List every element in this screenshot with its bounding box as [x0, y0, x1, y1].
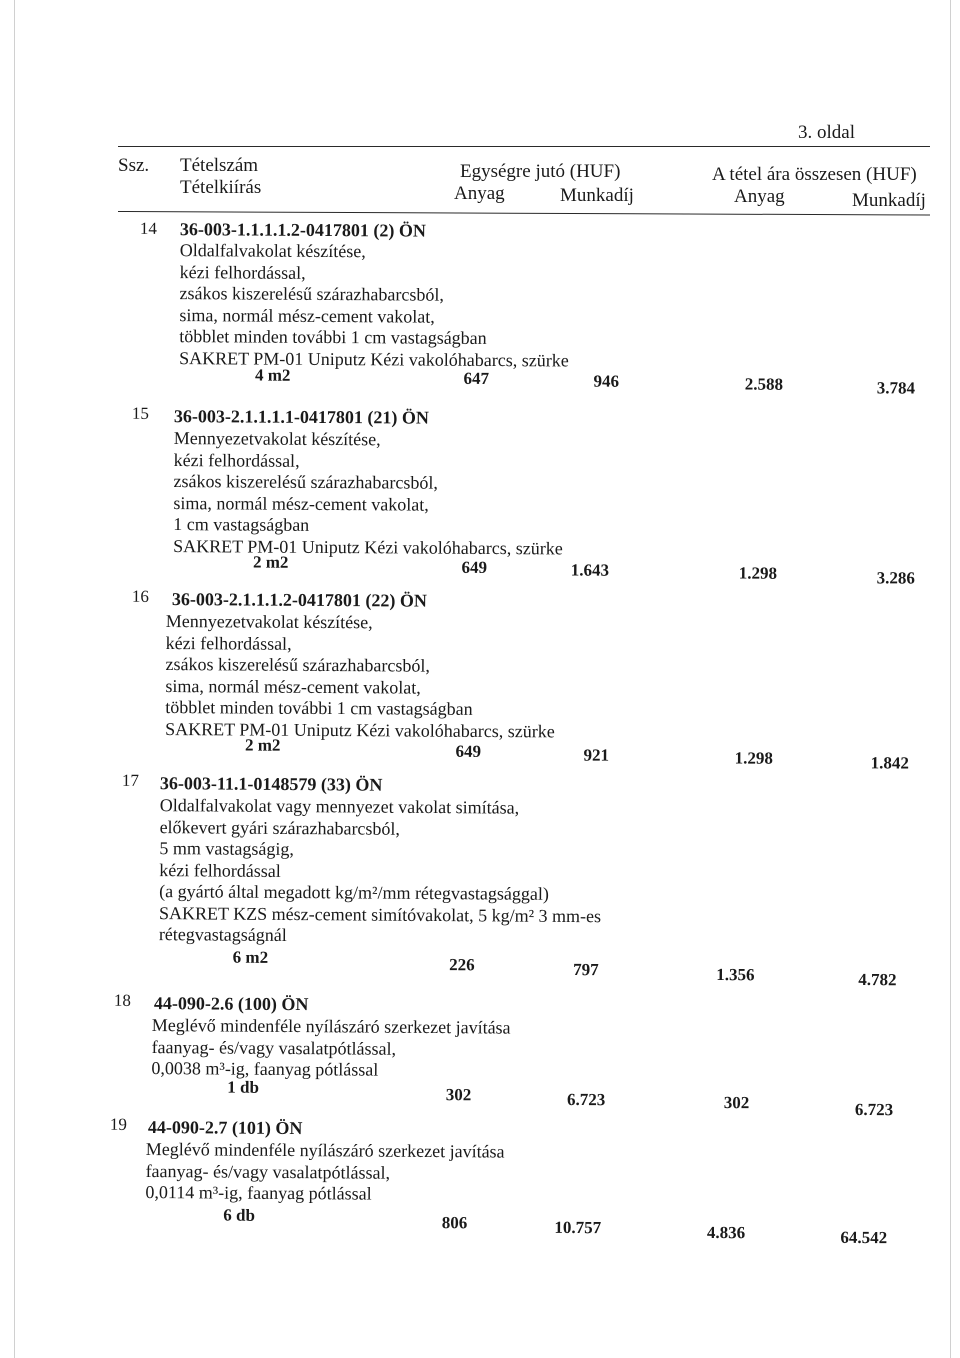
- item-code: 44-090-2.7 (101) ÖN: [147, 1117, 303, 1139]
- description-line: SAKRET PM-01 Uniputz Kézi vakolóhabarcs, szürke: [179, 347, 569, 370]
- header-tetelszam: Tételszám: [180, 155, 259, 176]
- item-description: [159, 795, 602, 949]
- unit-price-anyag: 226: [449, 955, 475, 975]
- item-number: 14: [139, 218, 157, 238]
- description-line: kézi felhordással: [159, 859, 281, 881]
- item-number: 15: [131, 403, 149, 423]
- unit-price-munkadij: 946: [593, 371, 620, 391]
- description-line: SAKRET PM-01 Uniputz Kézi vakolóhabarcs, szürke: [173, 535, 563, 558]
- unit-price-munkadij: 797: [573, 960, 599, 980]
- item-description: [179, 240, 569, 371]
- unit-price-munkadij: 6.723: [566, 1089, 606, 1110]
- item-code: 36-003-11.1-0148579 (33) ÖN: [159, 773, 383, 795]
- description-line: Oldalfalvakolat vagy mennyezet vakolat simítása,: [159, 795, 520, 818]
- header-munkadij-unit: Munkadíj: [560, 185, 634, 206]
- line-item: [0, 218, 960, 398]
- total-anyag: 302: [723, 1093, 750, 1113]
- description-line: 1 cm vastagságban: [173, 514, 310, 535]
- header-bottom-rule: [118, 211, 930, 216]
- description-line: SAKRET KZS mész-cement simítóvakolat, 5 kg/m² 3 mm-es: [158, 902, 602, 926]
- line-item: [0, 990, 960, 1120]
- unit-price-munkadij: 921: [583, 745, 610, 765]
- header-osszesen: A tétel ára összesen (HUF): [712, 164, 917, 185]
- line-item: [0, 586, 960, 773]
- description-line: rétegvastagságnál: [158, 924, 287, 946]
- description-line: zsákos kiszerelésű szárazhabarcsból,: [165, 654, 430, 676]
- total-munkadij: 64.542: [840, 1227, 888, 1248]
- description-line: sima, normál mész-cement vakolat,: [179, 304, 435, 327]
- scan-edge-left: [14, 0, 15, 1358]
- description-line: kézi felhordással,: [179, 261, 306, 283]
- item-quantity: 2 m2: [252, 552, 289, 572]
- unit-price-munkadij: 10.757: [554, 1217, 602, 1238]
- total-munkadij: 4.782: [858, 969, 897, 990]
- description-line: 0,0038 m³-ig, faanyag pótlással: [151, 1058, 379, 1080]
- unit-price-anyag: 647: [463, 368, 490, 388]
- item-description: [165, 611, 555, 742]
- description-line: előkevert gyári szárazhabarcsból,: [159, 816, 401, 839]
- description-line: faanyag- és/vagy vasalatpótlással,: [151, 1036, 397, 1059]
- description-line: (a gyártó által megadott kg/m²/mm rétegvastagsággal): [159, 881, 549, 904]
- line-item: [0, 403, 960, 588]
- line-item: [0, 770, 960, 990]
- description-line: Meglévő mindenféle nyílászáró szerkezet javítása: [145, 1139, 505, 1162]
- page-number-label: 3. oldal: [798, 122, 855, 143]
- item-number: 19: [109, 1114, 127, 1134]
- description-line: Mennyezetvakolat készítése,: [165, 611, 373, 633]
- item-number: 18: [113, 990, 131, 1010]
- description-line: sima, normál mész-cement vakolat,: [165, 675, 421, 698]
- description-line: 0,0114 m³-ig, faanyag pótlással: [145, 1182, 372, 1204]
- unit-price-anyag: 806: [441, 1213, 468, 1233]
- description-line: zsákos kiszerelésű szárazhabarcsból,: [173, 471, 438, 493]
- total-munkadij: 1.842: [870, 753, 909, 773]
- unit-price-munkadij: 1.643: [570, 560, 610, 580]
- description-line: zsákos kiszerelésű szárazhabarcsból,: [179, 283, 444, 305]
- item-code: 36-003-2.1.1.1.1-0417801 (21) ÖN: [173, 406, 429, 428]
- item-code: 36-003-2.1.1.1.2-0417801 (22) ÖN: [171, 589, 427, 611]
- description-line: kézi felhordással,: [165, 632, 292, 654]
- unit-price-anyag: 302: [445, 1085, 472, 1105]
- total-munkadij: 3.784: [876, 378, 916, 398]
- header-anyag-unit: Anyag: [454, 183, 505, 204]
- header-ssz: Ssz.: [118, 155, 150, 176]
- description-line: kézi felhordással,: [173, 449, 300, 471]
- item-number: 17: [121, 770, 139, 790]
- item-quantity: 2 m2: [244, 735, 281, 755]
- description-line: SAKRET PM-01 Uniputz Kézi vakolóhabarcs, szürke: [165, 718, 555, 741]
- header-anyag-total: Anyag: [734, 186, 785, 207]
- header-munkadij-total: Munkadíj: [852, 190, 926, 211]
- header-top-rule: [118, 146, 930, 147]
- scan-edge-right: [950, 0, 951, 1358]
- total-munkadij: 3.286: [876, 568, 916, 588]
- total-anyag: 1.298: [738, 563, 778, 583]
- item-description: [173, 428, 563, 559]
- total-anyag: 1.356: [716, 965, 755, 985]
- item-number: 16: [131, 586, 149, 606]
- unit-price-anyag: 649: [461, 557, 488, 577]
- item-quantity: 1 db: [227, 1077, 260, 1097]
- item-code: 36-003-1.1.1.1.2-0417801 (2) ÖN: [179, 219, 426, 241]
- item-quantity: 6 db: [223, 1205, 256, 1225]
- description-line: sima, normál mész-cement vakolat,: [173, 492, 429, 515]
- description-line: többlet minden további 1 cm vastagságban: [179, 326, 487, 348]
- item-quantity: 6 m2: [232, 947, 269, 967]
- total-munkadij: 6.723: [854, 1099, 894, 1120]
- total-anyag: 4.836: [706, 1222, 746, 1243]
- header-egysegre: Egységre jutó (HUF): [460, 161, 621, 182]
- total-anyag: 2.588: [744, 374, 784, 394]
- description-line: faanyag- és/vagy vasalatpótlással,: [145, 1160, 391, 1183]
- item-description: [151, 1015, 510, 1082]
- description-line: Oldalfalvakolat készítése,: [179, 240, 366, 262]
- description-line: többlet minden további 1 cm vastagságban: [165, 697, 473, 719]
- description-line: Meglévő mindenféle nyílászáró szerkezet javítása: [151, 1015, 511, 1038]
- description-line: Mennyezetvakolat készítése,: [173, 428, 381, 450]
- header-tetelkiiras: Tételkiírás: [180, 177, 262, 198]
- item-quantity: 4 m2: [254, 365, 291, 385]
- unit-price-anyag: 649: [455, 741, 482, 761]
- item-description: [145, 1139, 504, 1206]
- total-anyag: 1.298: [734, 748, 774, 768]
- description-line: 5 mm vastagságig,: [159, 838, 295, 860]
- item-code: 44-090-2.6 (100) ÖN: [153, 993, 309, 1015]
